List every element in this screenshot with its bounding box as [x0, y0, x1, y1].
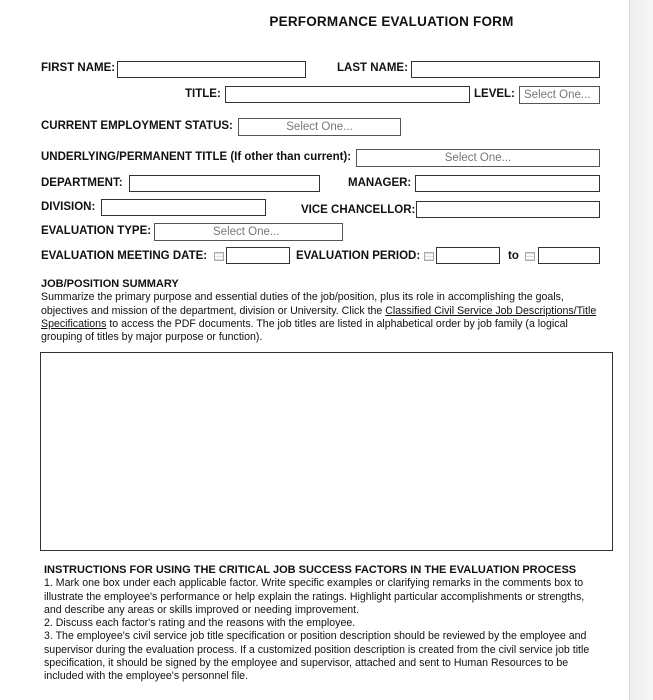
- evaluation-period-label: EVALUATION PERIOD:: [296, 250, 421, 262]
- evaluation-type-select[interactable]: Select One...: [154, 223, 343, 241]
- first-name-input[interactable]: [117, 61, 306, 78]
- vice-chancellor-input[interactable]: [416, 201, 600, 218]
- level-label: LEVEL:: [474, 88, 515, 100]
- calendar-icon[interactable]: [424, 252, 434, 261]
- job-descriptions-link[interactable]: Classified Civil Service Job Descriptions/Title Specifications: [41, 304, 597, 330]
- instruction-item: 3. The employee's civil service job title specification or position description should be reviewed by the employee and supervisor during the evaluation process. If a customized position description is created from the civil service job title specification, it should be signed by the employee and supervisor, attached and sent to Human Resources to be included with the employee's personnel file.: [44, 630, 590, 683]
- meeting-date-input[interactable]: [226, 247, 290, 264]
- last-name-label: LAST NAME:: [337, 62, 408, 74]
- period-start-input[interactable]: [436, 247, 500, 264]
- page-edge: [629, 0, 653, 700]
- evaluation-type-label: EVALUATION TYPE:: [41, 225, 152, 237]
- level-select[interactable]: Select One...: [519, 86, 600, 104]
- manager-input[interactable]: [415, 175, 600, 192]
- job-summary-heading: JOB/POSITION SUMMARY: [41, 278, 179, 290]
- calendar-icon[interactable]: [214, 252, 224, 261]
- instruction-item: 1. Mark one box under each applicable factor. Write specific examples or clarifying remarks in the comments box to illustrate the employee's performance or help explain the ratings. Highlight particular accomplishments or strengths, and describe any areas or skills improved or needing improvement.: [44, 577, 585, 616]
- last-name-input[interactable]: [411, 61, 600, 78]
- instructions-section: [44, 564, 600, 684]
- division-input[interactable]: [101, 199, 266, 216]
- job-summary-section: [41, 278, 601, 344]
- instruction-item: 2. Discuss each factor's rating and the reasons with the employee.: [44, 617, 356, 630]
- underlying-title-label: UNDERLYING/PERMANENT TITLE (If other than current):: [41, 151, 352, 163]
- form-title: PERFORMANCE EVALUATION FORM: [269, 14, 514, 29]
- period-end-input[interactable]: [538, 247, 600, 264]
- underlying-title-select[interactable]: Select One...: [356, 149, 600, 167]
- job-summary-textarea[interactable]: [40, 352, 613, 551]
- to-label: to: [508, 250, 519, 262]
- calendar-icon[interactable]: [525, 252, 535, 261]
- vice-chancellor-label: VICE CHANCELLOR:: [301, 204, 416, 216]
- meeting-date-label: EVALUATION MEETING DATE:: [41, 250, 208, 262]
- employment-status-label: CURRENT EMPLOYMENT STATUS:: [41, 120, 233, 132]
- employment-status-select[interactable]: Select One...: [238, 118, 401, 136]
- first-name-label: FIRST NAME:: [41, 62, 116, 74]
- department-label: DEPARTMENT:: [41, 177, 123, 189]
- division-label: DIVISION:: [41, 201, 96, 213]
- title-label: TITLE:: [185, 88, 221, 100]
- job-summary-text: Summarize the primary purpose and essential duties of the job/position, plus its role in accomplishing the goals, objectives and mission of the department, division or University. Click the: [41, 291, 564, 317]
- instructions-heading: INSTRUCTIONS FOR USING THE CRITICAL JOB SUCCESS FACTORS IN THE EVALUATION PROCESS: [44, 564, 577, 576]
- job-summary-text-end: to access the PDF documents. The job titles are listed in alphabetical order by job family (a logical grouping of titles by major purpose or function).: [41, 317, 568, 344]
- title-input[interactable]: [225, 86, 470, 103]
- job-summary-description: [41, 291, 601, 344]
- department-input[interactable]: [129, 175, 320, 192]
- manager-label: MANAGER:: [348, 177, 412, 189]
